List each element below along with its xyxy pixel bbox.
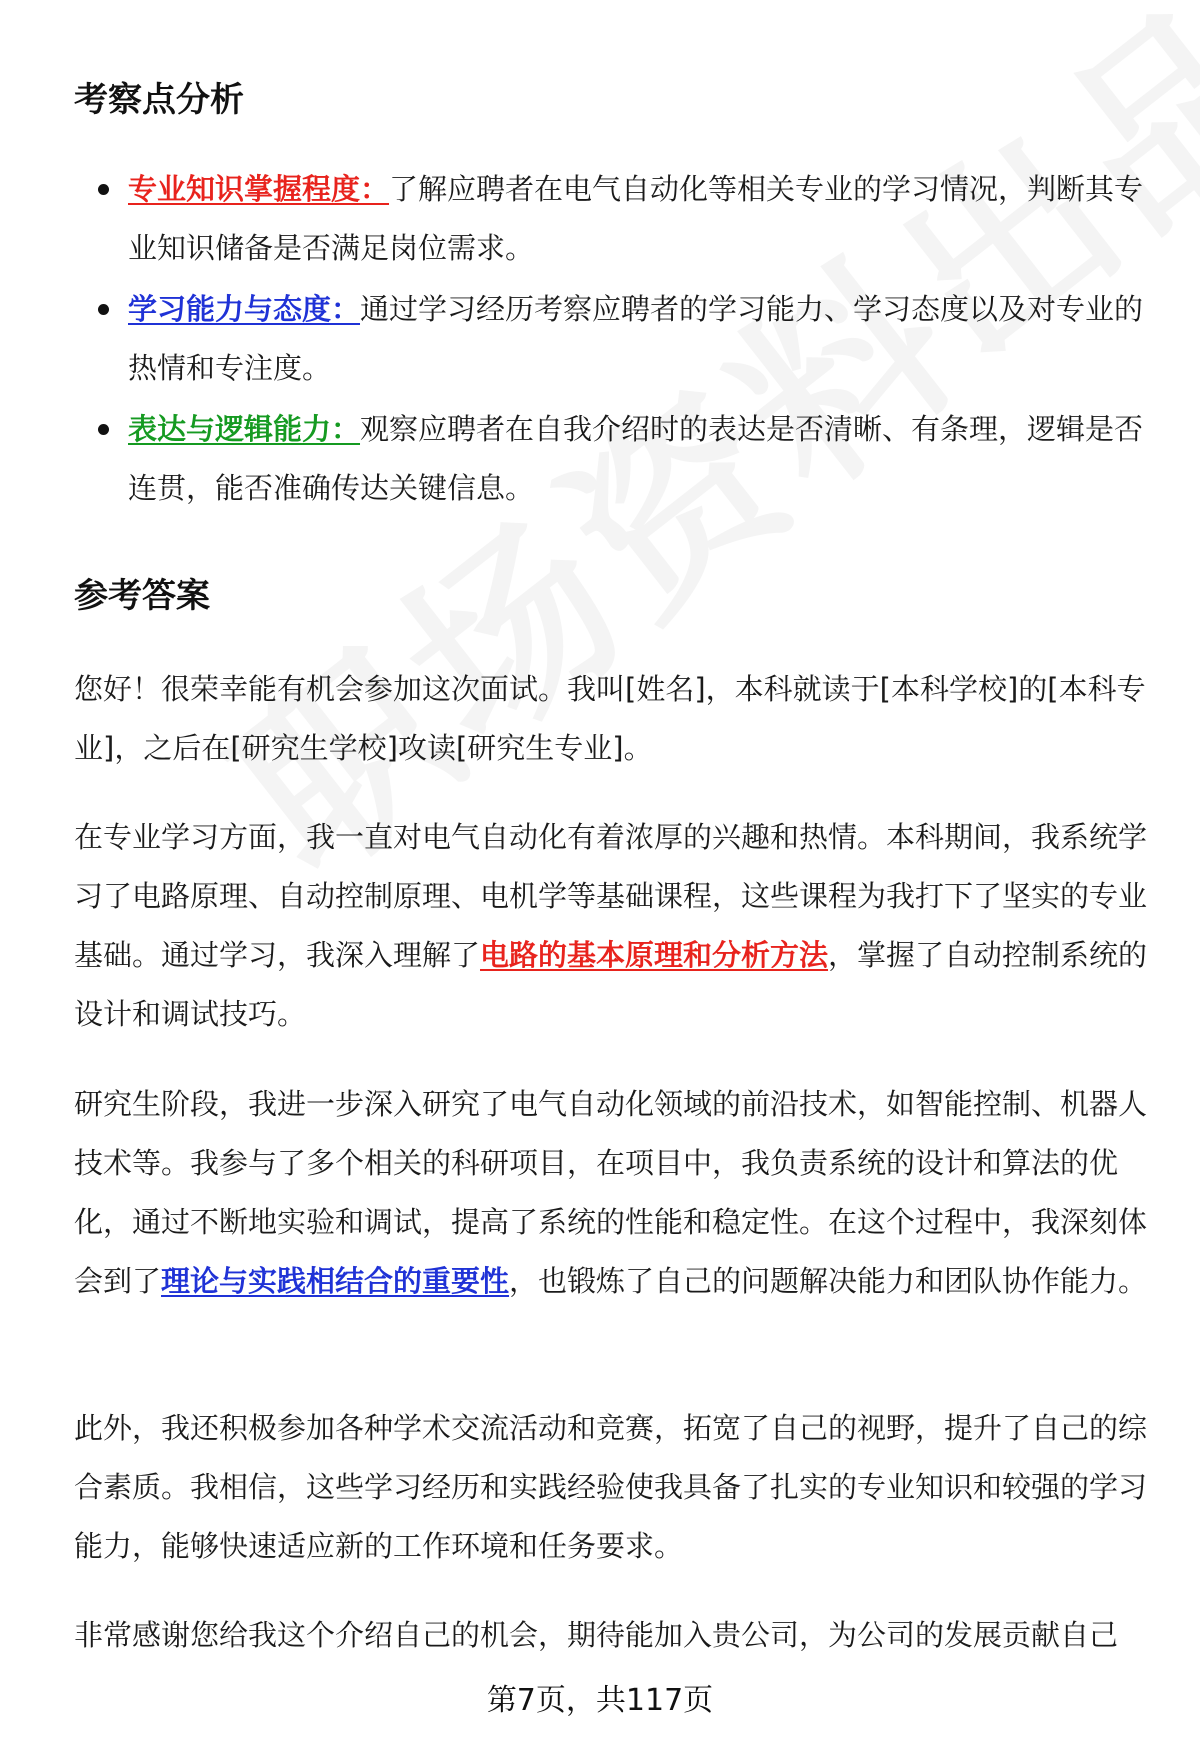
- answer-paragraph-intro: 您好！很荣幸能有机会参加这次面试。我叫[姓名]，本科就读于[本科学校]的[本科专业]，之后在[研究生学校]攻读[研究生专业]。: [74, 672, 1146, 765]
- answer-paragraph-activities: 此外，我还积极参加各种学术交流活动和竞赛，拓宽了自己的视野，提升了自己的综合素质。我相信，这些学习经历和实践经验使我具备了扎实的专业知识和较强的学习能力，能够快速适应新的工作环境和任务要求。: [74, 1411, 1148, 1563]
- paragraph-text: 在专业学习方面，我一直对电气自动化有着浓厚的兴趣和热情。本科期间，我系统学习了电路原理、自动控制原理、电机学等基础课程，这些课程为我打下了坚实的专业基础。通过学习，我深入理解了: [74, 820, 1148, 972]
- highlight-text: 理论与实践相结合的重要性: [161, 1264, 510, 1298]
- paragraph-text: 研究生阶段，我进一步深入研究了电气自动化领域的前沿技术，如智能控制、机器人技术等。我参与了多个相关的科研项目，在项目中，我负责系统的设计和算法的优化，通过不断地实验和调试，提高了系统的性能和稳定性。在这个过程中，我深刻体会到了: [74, 1087, 1148, 1298]
- analysis-point: [74, 280, 1154, 398]
- section-title-analysis: 考察点分析: [74, 80, 244, 120]
- paragraph-text: ，也锻炼了自己的问题解决能力和团队协作能力。: [509, 1264, 1148, 1298]
- point-keyword: 学习能力与态度：: [128, 292, 361, 326]
- point-keyword: 表达与逻辑能力：: [128, 412, 361, 446]
- bullet-icon: [98, 304, 109, 315]
- answer-paragraph-closing: 非常感谢您给我这个介绍自己的机会，期待能加入贵公司，为公司的发展贡献自己: [74, 1618, 1119, 1652]
- bullet-icon: [98, 424, 109, 435]
- bullet-icon: [98, 184, 109, 195]
- point-keyword: 专业知识掌握程度：: [128, 172, 390, 206]
- analysis-point: [74, 160, 1154, 278]
- point-text: 观察应聘者在自我介绍时的表达是否清晰、有条理，逻辑是否连贯，能否准确传达关键信息。: [128, 412, 1144, 505]
- point-text: 通过学习经历考察应聘者的学习能力、学习态度以及对专业的热情和专注度。: [128, 292, 1144, 385]
- section-title-answer: 参考答案: [74, 576, 210, 616]
- point-text: 了解应聘者在电气自动化等相关专业的学习情况，判断其专业知识储备是否满足岗位需求。: [128, 172, 1144, 265]
- highlight-text: 电路的基本原理和分析方法: [480, 938, 829, 972]
- answer-paragraph-undergrad: [74, 808, 1154, 1044]
- analysis-points-list: [74, 160, 1154, 520]
- analysis-point: [74, 400, 1154, 518]
- page-number: 第7页，共117页: [486, 1683, 714, 1718]
- answer-paragraph-graduate: [74, 1075, 1154, 1311]
- paragraph-text: ，掌握了自动控制系统的设计和调试技巧。: [74, 938, 1148, 1031]
